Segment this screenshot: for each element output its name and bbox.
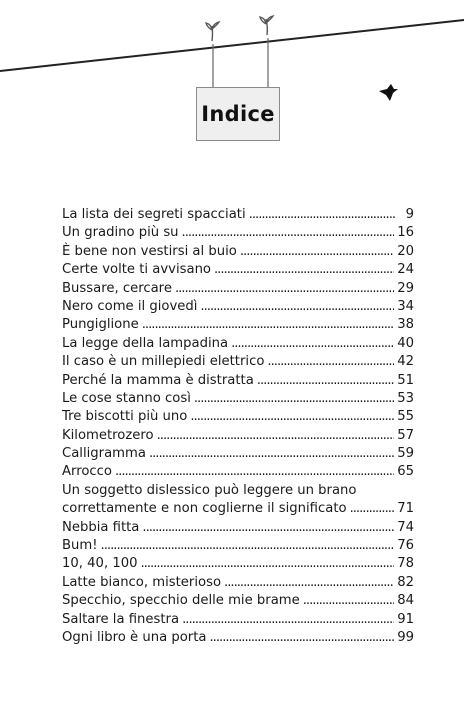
dot-leader bbox=[142, 519, 394, 537]
toc-entry-title: Il caso è un millepiedi elettrico bbox=[62, 354, 265, 370]
toc-entry-title: Certe volte ti avvisano bbox=[62, 262, 211, 278]
toc-entry-title: 10, 40, 100 bbox=[62, 556, 138, 572]
toc-entry-title: Bum! bbox=[62, 538, 98, 554]
dot-leader bbox=[194, 390, 394, 408]
toc-entry-page: 76 bbox=[397, 538, 414, 554]
toc-entry bbox=[62, 427, 414, 445]
toc-entry-title: Kilometrozero bbox=[62, 427, 154, 443]
toc-entry bbox=[62, 316, 414, 334]
toc-entry-page: 84 bbox=[397, 593, 414, 609]
toc-entry bbox=[62, 353, 414, 371]
toc-entry-page: 16 bbox=[397, 225, 414, 241]
dot-leader bbox=[182, 224, 395, 242]
toc-entry-title: Perché la mamma è distratta bbox=[62, 372, 254, 388]
dot-leader bbox=[257, 372, 394, 390]
dot-leader bbox=[175, 280, 394, 298]
toc-entry bbox=[62, 390, 414, 408]
toc-entry bbox=[62, 298, 414, 316]
toc-entry-page: 99 bbox=[397, 629, 414, 645]
toc-entry bbox=[62, 408, 414, 426]
dot-leader bbox=[224, 574, 394, 592]
toc-entry bbox=[62, 280, 414, 298]
toc-entry-title: Tre biscotti più uno bbox=[62, 409, 188, 425]
wire-line bbox=[0, 20, 464, 71]
bird-icon bbox=[379, 84, 398, 101]
toc-entry-page: 74 bbox=[397, 519, 414, 535]
dot-leader bbox=[214, 261, 394, 279]
toc-entry-title: La lista dei segreti spacciati bbox=[62, 207, 246, 222]
toc-entry-title: Saltare la finestra bbox=[62, 611, 180, 627]
dot-leader bbox=[141, 555, 395, 573]
toc-entry-page: 34 bbox=[397, 298, 414, 314]
dot-leader bbox=[240, 243, 394, 261]
toc-entry-page: 38 bbox=[397, 317, 414, 333]
toc-entry-page: 55 bbox=[397, 409, 414, 425]
dot-leader bbox=[303, 592, 394, 610]
toc-entry-title: Latte bianco, misterioso bbox=[62, 574, 222, 590]
dot-leader bbox=[231, 335, 394, 353]
table-of-contents bbox=[62, 206, 414, 647]
toc-entry-title: Un gradino più su bbox=[62, 225, 179, 241]
toc-entry-title: È bene non vestirsi al buio bbox=[62, 243, 237, 259]
toc-entry-title: Arrocco bbox=[62, 464, 112, 480]
toc-entry-page: 42 bbox=[397, 354, 414, 370]
index-title: Indice bbox=[201, 102, 275, 126]
toc-entry bbox=[62, 261, 414, 279]
toc-entry-title: Le cose stanno così bbox=[62, 390, 191, 406]
toc-entry bbox=[62, 482, 414, 500]
toc-entry bbox=[62, 611, 414, 629]
toc-entry-page: 91 bbox=[397, 611, 414, 627]
dot-leader bbox=[200, 298, 394, 316]
toc-entry-title: Nebbia fitta bbox=[62, 519, 140, 535]
toc-entry-title: correttamente e non coglierne il significato bbox=[62, 501, 347, 517]
toc-entry bbox=[62, 463, 414, 481]
toc-entry bbox=[62, 224, 414, 242]
toc-entry-title: Specchio, specchio delle mie brame bbox=[62, 593, 300, 609]
toc-entry-page: 57 bbox=[397, 427, 414, 443]
toc-entry bbox=[62, 519, 414, 537]
toc-entry bbox=[62, 592, 414, 610]
toc-entry-page: 71 bbox=[397, 501, 414, 517]
toc-entry bbox=[62, 372, 414, 390]
toc-entry-title: Ogni libro è una porta bbox=[62, 629, 207, 645]
toc-entry-page: 53 bbox=[397, 390, 414, 406]
toc-entry-page: 9 bbox=[405, 207, 414, 222]
toc-entry bbox=[62, 445, 414, 463]
toc-entry-page: 59 bbox=[397, 446, 414, 462]
toc-entry-page: 20 bbox=[397, 243, 414, 259]
toc-entry bbox=[62, 574, 414, 592]
toc-entry bbox=[62, 629, 414, 647]
index-sign bbox=[196, 87, 280, 141]
toc-entry-page: 51 bbox=[397, 372, 414, 388]
toc-entry bbox=[62, 500, 414, 518]
toc-entry-page: 78 bbox=[397, 556, 414, 572]
dot-leader bbox=[209, 629, 394, 647]
toc-entry-title: Calligramma bbox=[62, 446, 146, 462]
right-sprout-icon bbox=[260, 16, 273, 35]
toc-entry bbox=[62, 555, 414, 573]
dot-leader bbox=[190, 408, 394, 426]
dot-leader bbox=[182, 611, 394, 629]
toc-entry-page: 82 bbox=[397, 574, 414, 590]
dot-leader bbox=[142, 316, 395, 334]
dot-leader bbox=[149, 445, 394, 463]
dot-leader bbox=[249, 206, 395, 224]
toc-entry-title: Bussare, cercare bbox=[62, 280, 172, 296]
toc-entry-page: 24 bbox=[397, 262, 414, 278]
toc-entry-title: Pungiglione bbox=[62, 317, 139, 333]
toc-entry-page: 29 bbox=[397, 280, 414, 296]
toc-entry bbox=[62, 537, 414, 555]
dot-leader bbox=[267, 353, 394, 371]
toc-entry-page: 40 bbox=[397, 335, 414, 351]
dot-leader bbox=[115, 463, 394, 481]
toc-entry-title: Nero come il giovedì bbox=[62, 298, 198, 314]
dot-leader bbox=[101, 537, 395, 555]
dot-leader bbox=[350, 500, 395, 518]
toc-entry-page: 65 bbox=[397, 464, 414, 480]
toc-entry-title: Un soggetto dislessico può leggere un brano bbox=[62, 482, 357, 498]
toc-entry-title: La legge della lampadina bbox=[62, 335, 229, 351]
toc-entry bbox=[62, 243, 414, 261]
dot-leader bbox=[157, 427, 395, 445]
toc-entry bbox=[62, 335, 414, 353]
left-sprout-icon bbox=[206, 22, 219, 41]
toc-entry bbox=[62, 206, 414, 224]
